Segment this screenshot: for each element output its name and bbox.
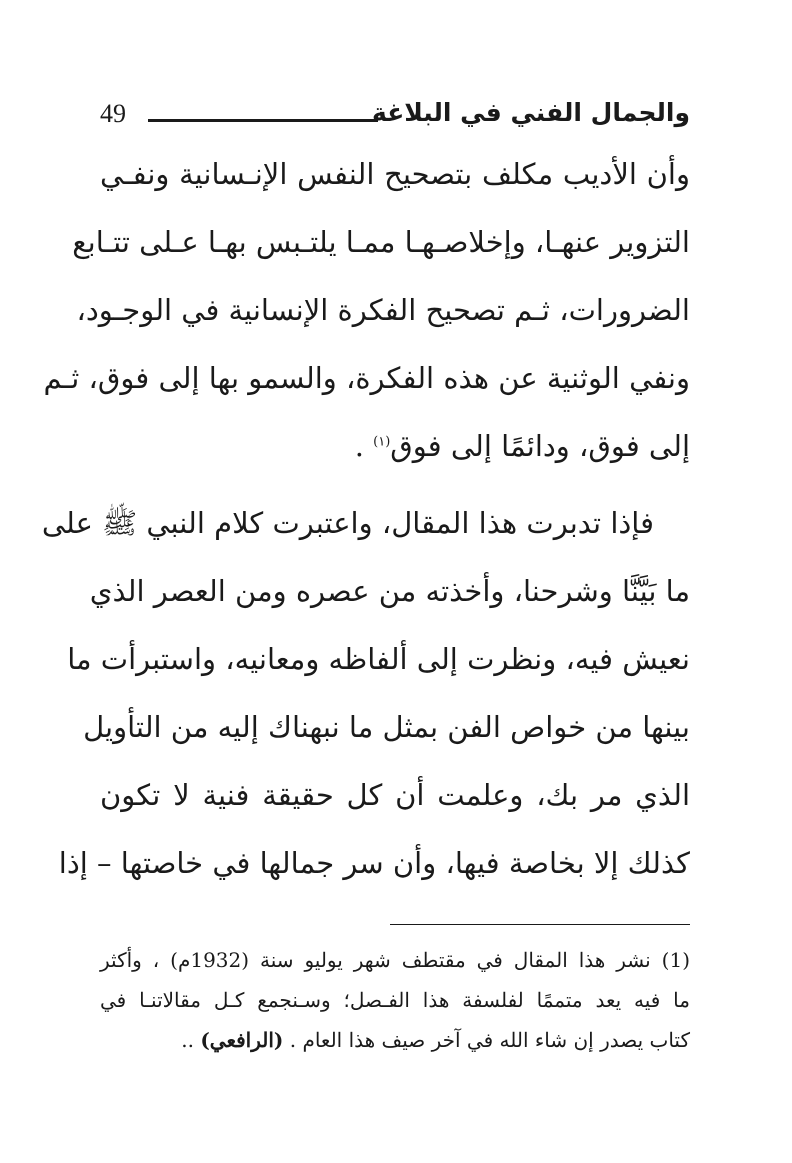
page-header [100,97,690,133]
body-line: بينها من خواص الفن بمثل ما نبهناك إليه من التأويل [83,710,690,744]
body-line: ونفي الوثنية عن هذه الفكرة، والسمو بها إلى فوق، ثـم [43,361,690,395]
page-number: 49 [100,99,126,128]
running-title: والجمال الفني في البلاغة [372,98,690,127]
body-line: كذلك إلا بخاصة فيها، وأن سر جمالها في خاصتها – إذا [58,846,690,880]
footnote-text: كتاب يصدر إن شاء الله في آخر صيف هذا العام . [283,1028,690,1052]
body-line: فإذا تدبرت هذا المقال، واعتبرت كلام النبي ﷺ على [41,506,654,540]
body-line: ما بَيَّنَّا وشرحنا، وأخذته من عصره ومن العصر الذي [89,574,690,608]
footnote-rule [390,924,690,925]
author-signature: (الرافعي) [200,1028,284,1052]
trailing-punctuation: . [354,429,374,463]
body-line [100,412,690,480]
footnotes [100,940,690,1060]
header-rule [148,119,378,122]
footnote-line: (1) نشر هذا المقال في مقتطف شهر يوليو سنة (1932م) ، وأكثر [100,948,690,972]
body-line: التزوير عنهـا، وإخلاصـهـا ممـا يلتـبس بهـا عـلى تتـابع [72,225,690,259]
footnote-text-end: .. [181,1028,201,1052]
body-line-text: إلى فوق، ودائمًا إلى فوق [390,429,690,463]
body-line: وأن الأديب مكلف بتصحيح النفس الإنـسانية ونفـي [100,157,690,191]
footnote-line: ما فيه يعد متممًا لفلسفة هذا الفـصل؛ وسـنجمع كـل مقالاتنـا في [100,988,690,1012]
paragraph-gap [100,480,690,489]
footnote-line [100,1020,690,1060]
footnote-reference: (١) [373,434,391,450]
body-line: الضرورات، ثـم تصحيح الفكرة الإنسانية في الوجـود، [76,293,690,327]
body-line: الذي مر بك، وعلمت أن كل حقيقة فنية لا تكون [100,778,690,812]
body-line: نعيش فيه، ونظرت إلى ألفاظه ومعانيه، واستبرأت ما [67,642,690,676]
body-text [41,140,690,897]
